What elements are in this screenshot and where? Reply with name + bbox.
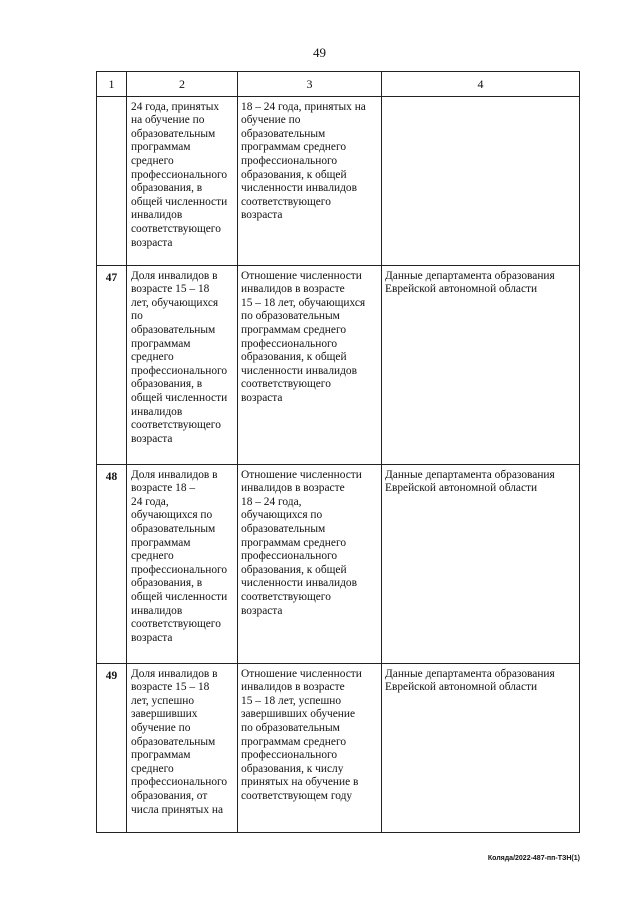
- column-header: 4: [382, 72, 580, 97]
- cell-text-line: возрасте 18 –: [131, 482, 196, 495]
- cell-text-line: среднего: [131, 351, 174, 364]
- row-number: 48: [97, 464, 127, 663]
- cell-text-line: возраста: [131, 631, 173, 644]
- cell-text-line: по образовательным: [241, 310, 340, 323]
- cell-text-line: численности инвалидов: [241, 182, 357, 195]
- cell-text-line: профессионального: [131, 776, 228, 789]
- cell-text-line: возраста: [241, 391, 283, 404]
- cell-text-line: соответствующего: [131, 419, 221, 432]
- cell-text-line: Доля инвалидов в: [131, 468, 218, 481]
- cell-text-line: Данные департамента образования: [385, 269, 555, 282]
- cell-text-line: среднего: [131, 550, 174, 563]
- cell-text-line: профессионального: [241, 154, 338, 167]
- cell-text-line: программам: [131, 749, 191, 762]
- cell-text-line: 15 – 18 лет, обучающихся: [241, 296, 366, 309]
- cell-text-line: соответствующего: [131, 618, 221, 631]
- indicators-table: [96, 71, 580, 833]
- cell-text-line: численности инвалидов: [241, 577, 357, 590]
- cell-text-line: профессионального: [241, 550, 338, 563]
- cell-text-line: инвалидов: [131, 209, 183, 222]
- cell-text-line: Данные департамента образования: [385, 468, 555, 481]
- cell-text-line: образования, к общей: [241, 351, 347, 364]
- cell-text-line: по образовательным: [241, 721, 340, 734]
- cell-text-line: образования, к числу: [241, 762, 344, 775]
- cell-text-line: инвалидов в возрасте: [241, 482, 345, 495]
- cell-text-line: Доля инвалидов в: [131, 667, 218, 680]
- cell-text-line: программам среднего: [241, 323, 347, 336]
- cell-text-line: программам среднего: [241, 536, 347, 549]
- cell-text-line: Доля инвалидов в: [131, 269, 218, 282]
- calculation-method-cell: [238, 265, 382, 464]
- cell-text-line: образования, в: [131, 577, 203, 590]
- cell-text-line: образовательным: [131, 522, 216, 535]
- data-source-cell: [382, 464, 580, 663]
- cell-text-line: 15 – 18 лет, успешно: [241, 694, 342, 707]
- cell-text-line: Еврейской автономной области: [385, 283, 538, 296]
- cell-text-line: образовательным: [131, 735, 216, 748]
- table-row: [97, 464, 580, 663]
- cell-text-line: 24 года,: [131, 495, 169, 508]
- cell-text-line: обучающихся по: [131, 509, 213, 522]
- cell-text-line: образовательным: [241, 127, 326, 140]
- cell-text-line: образовательным: [131, 127, 216, 140]
- column-header: 1: [97, 72, 127, 97]
- calculation-method-cell: [238, 663, 382, 832]
- cell-text-line: Отношение численности: [241, 468, 362, 481]
- cell-text-line: возраста: [241, 209, 283, 222]
- cell-text-line: программам среднего: [241, 141, 347, 154]
- cell-text-line: программам: [131, 536, 191, 549]
- cell-text-line: по: [131, 310, 143, 323]
- data-source-cell: [382, 265, 580, 464]
- table-header-row: [97, 72, 580, 97]
- row-number: [97, 96, 127, 265]
- row-number: 47: [97, 265, 127, 464]
- cell-text-line: 24 года, принятых: [131, 100, 220, 113]
- row-number: 49: [97, 663, 127, 832]
- cell-text-line: профессионального: [241, 337, 338, 350]
- calculation-method-cell: [238, 464, 382, 663]
- cell-text-line: среднего: [131, 762, 174, 775]
- table-row: [97, 663, 580, 832]
- cell-text-line: соответствующего: [241, 195, 331, 208]
- cell-text-line: завершивших обучение: [241, 708, 356, 721]
- cell-text-line: профессионального: [131, 364, 228, 377]
- cell-text-line: возрасте 15 – 18: [131, 283, 210, 296]
- cell-text-line: инвалидов в возрасте: [241, 283, 345, 296]
- cell-text-line: 18 – 24 года, принятых на: [241, 100, 366, 113]
- cell-text-line: обучающихся по: [241, 509, 323, 522]
- page-number: 49: [313, 45, 326, 60]
- cell-text-line: образования, к общей: [241, 168, 347, 181]
- data-source-cell: [382, 96, 580, 265]
- cell-text-line: числа принятых на: [131, 803, 224, 816]
- cell-text-line: возраста: [241, 604, 283, 617]
- cell-text-line: 18 – 24 года,: [241, 495, 302, 508]
- cell-text-line: Отношение численности: [241, 667, 362, 680]
- cell-text-line: обучение по: [241, 114, 301, 127]
- cell-text-line: Отношение численности: [241, 269, 362, 282]
- cell-text-line: Еврейской автономной области: [385, 681, 538, 694]
- cell-text-line: среднего: [131, 154, 174, 167]
- cell-text-line: общей численности: [131, 195, 228, 208]
- calculation-method-cell: [238, 96, 382, 265]
- cell-text-line: инвалидов: [131, 604, 183, 617]
- cell-text-line: профессионального: [131, 168, 228, 181]
- indicator-name-cell: [127, 663, 238, 832]
- cell-text-line: лет, обучающихся: [131, 296, 219, 309]
- cell-text-line: соответствующего: [241, 378, 331, 391]
- column-header: 3: [238, 72, 382, 97]
- cell-text-line: программам среднего: [241, 735, 347, 748]
- cell-text-line: возраста: [131, 236, 173, 249]
- cell-text-line: общей численности: [131, 590, 228, 603]
- cell-text-line: программам: [131, 337, 191, 350]
- indicator-name-cell: [127, 265, 238, 464]
- cell-text-line: образования, в: [131, 378, 203, 391]
- cell-text-line: соответствующем году: [241, 789, 353, 802]
- indicator-name-cell: [127, 464, 238, 663]
- table-row: [97, 96, 580, 265]
- cell-text-line: общей численности: [131, 391, 228, 404]
- document-reference: Коляда/2022-487-пп-ТЗН(1): [487, 855, 580, 862]
- cell-text-line: программам: [131, 141, 191, 154]
- cell-text-line: Данные департамента образования: [385, 667, 555, 680]
- indicator-name-cell: [127, 96, 238, 265]
- cell-text-line: профессионального: [131, 563, 228, 576]
- cell-text-line: инвалидов: [131, 405, 183, 418]
- cell-text-line: образования, от: [131, 789, 208, 802]
- cell-text-line: образовательным: [241, 522, 326, 535]
- cell-text-line: образования, к общей: [241, 563, 347, 576]
- cell-text-line: инвалидов в возрасте: [241, 681, 345, 694]
- cell-text-line: лет, успешно: [131, 694, 195, 707]
- cell-text-line: численности инвалидов: [241, 364, 357, 377]
- column-header: 2: [127, 72, 238, 97]
- cell-text-line: соответствующего: [241, 590, 331, 603]
- cell-text-line: возраста: [131, 432, 173, 445]
- cell-text-line: принятых на обучение в: [241, 776, 359, 789]
- cell-text-line: образовательным: [131, 323, 216, 336]
- cell-text-line: возрасте 15 – 18: [131, 681, 210, 694]
- table-row: [97, 265, 580, 464]
- cell-text-line: образования, в: [131, 182, 203, 195]
- cell-text-line: Еврейской автономной области: [385, 482, 538, 495]
- cell-text-line: на обучение по: [131, 114, 205, 127]
- cell-text-line: соответствующего: [131, 222, 221, 235]
- cell-text-line: обучение по: [131, 721, 191, 734]
- data-source-cell: [382, 663, 580, 832]
- cell-text-line: завершивших: [131, 708, 198, 721]
- cell-text-line: профессионального: [241, 749, 338, 762]
